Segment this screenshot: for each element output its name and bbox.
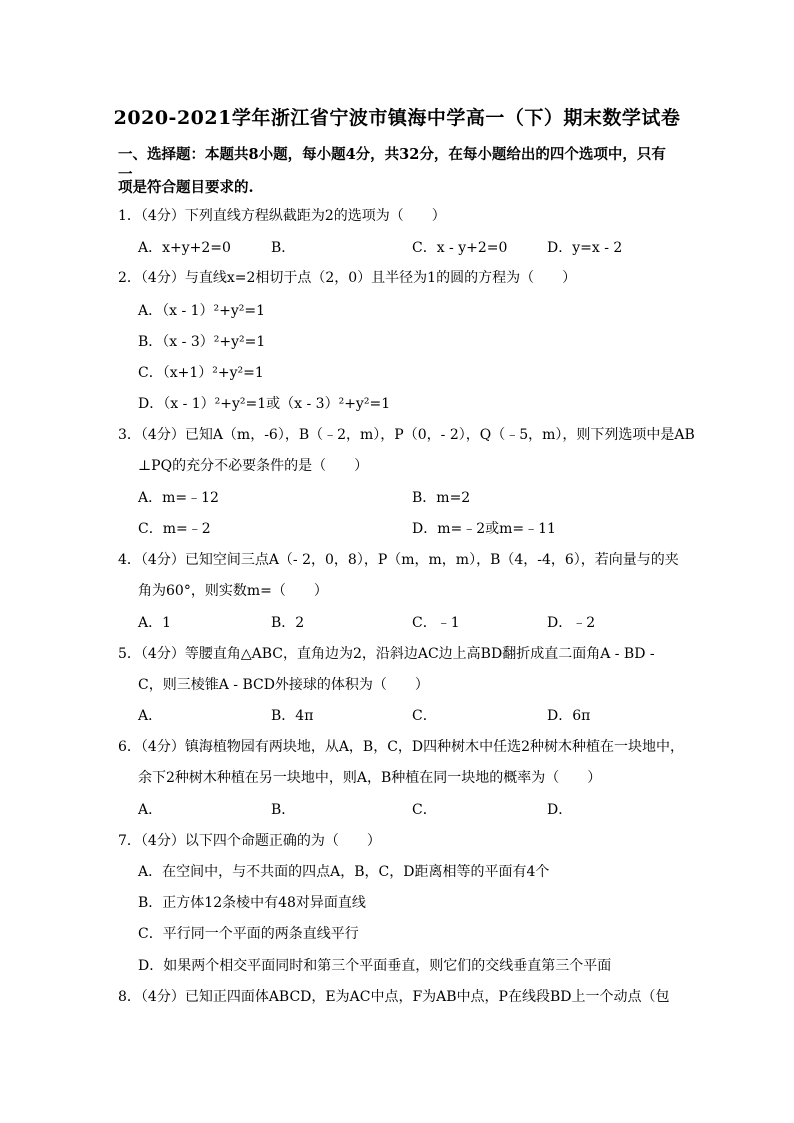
q2-option-b: B．（x - 3）²+y²=1 [138, 334, 266, 350]
page-title: 2020-2021学年浙江省宁波市镇海中学高一（下）期末数学试卷 [113, 107, 681, 129]
q5-option-b: B．4π [271, 708, 314, 724]
q1-option-d: D．y=x - 2 [547, 240, 623, 256]
q3-option-d: D．m=﹣2或m=﹣11 [412, 521, 556, 537]
question-6-stem-line2: 余下2种树木种植在另一块地中，则A，B种植在同一块地的概率为（ ） [138, 770, 602, 786]
q7-option-b: B．正方体12条棱中有48对异面直线 [138, 895, 366, 911]
q1-option-b: B． [271, 240, 296, 256]
q7-option-a: A．在空间中，与不共面的四点A，B，C，D距离相等的平面有4个 [138, 864, 550, 880]
section-heading-line1: 一、选择题：本题共8小题，每小题4分，共32分，在每小题给出的四个选项中，只有一 [118, 146, 666, 183]
question-5-stem-line1: 5．（4分）等腰直角△ABC，直角边为2，沿斜边AC边上高BD翻折成直二面角A - BD - [118, 646, 655, 662]
q1-option-c: C．x - y+2=0 [412, 240, 508, 256]
q3-option-b: B．m=2 [412, 490, 471, 506]
q2-option-d: D．（x - 1）²+y²=1或（x - 3）²+y²=1 [138, 396, 391, 412]
question-7-stem: 7．（4分）以下四个命题正确的为（ ） [118, 833, 381, 849]
question-1-stem: 1．（4分）下列直线方程纵截距为2的选项为（ ） [118, 208, 446, 224]
q4-option-c: C．﹣1 [412, 615, 460, 631]
question-4-stem-line2: 角为60°，则实数m=（ ） [138, 583, 328, 599]
q6-option-b: B． [271, 802, 296, 818]
q3-option-a: A．m=﹣12 [138, 490, 219, 506]
q3-option-c: C．m=﹣2 [138, 521, 211, 537]
question-2-stem: 2．（4分）与直线x=2相切于点（2，0）且半径为1的圆的方程为（ ） [118, 270, 577, 286]
question-5-stem-line2: C，则三棱锥A - BCD外接球的体积为（ ） [138, 677, 429, 693]
q6-option-c: C． [412, 802, 437, 818]
question-3-stem-line2: ⊥PQ的充分不必要条件的是（ ） [138, 458, 369, 474]
question-4-stem-line1: 4．（4分）已知空间三点A（- 2，0，8），P（m，m，m），B（4，-4，6），若向量与的夹 [118, 552, 679, 568]
q6-option-a: A． [138, 802, 163, 818]
q7-option-c: C．平行同一个平面的两条直线平行 [138, 926, 359, 942]
q2-option-a: A．（x - 1）²+y²=1 [138, 303, 266, 319]
question-6-stem-line1: 6．（4分）镇海植物园有两块地，从A，B，C，D四种树木中任选2种树木种植在一块地中， [118, 739, 685, 755]
q5-option-c: C． [412, 708, 437, 724]
q4-option-a: A．1 [138, 615, 172, 631]
q5-option-a: A． [138, 708, 163, 724]
q4-option-d: D．﹣2 [547, 615, 596, 631]
section-heading-line2: 项是符合题目要求的. [118, 179, 254, 196]
q7-option-d: D．如果两个相交平面同时和第三个平面垂直，则它们的交线垂直第三个平面 [138, 958, 612, 974]
q5-option-d: D．6π [547, 708, 591, 724]
question-8-stem: 8．（4分）已知正四面体ABCD，E为AC中点，F为AB中点，P在线段BD上一个动点（包 [118, 989, 670, 1005]
question-3-stem-line1: 3．（4分）已知A（m，-6），B（﹣2，m），P（0，- 2），Q（﹣5，m），则下列选项中是AB [118, 427, 695, 443]
q4-option-b: B．2 [271, 615, 305, 631]
q1-option-a: A．x+y+2=0 [138, 240, 231, 256]
q2-option-c: C．（x+1）²+y²=1 [138, 365, 264, 381]
q6-option-d: D． [547, 802, 573, 818]
